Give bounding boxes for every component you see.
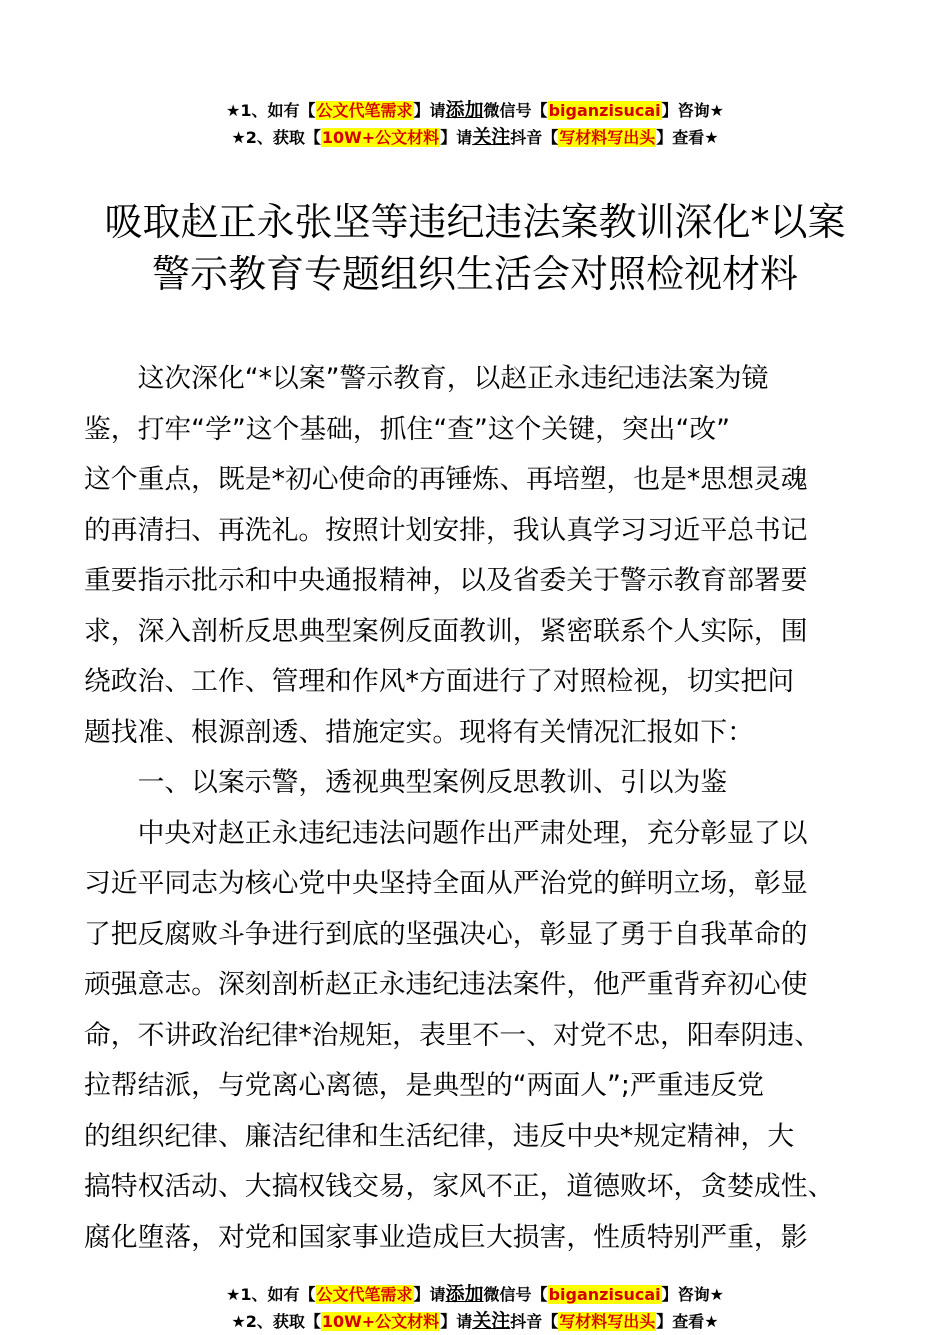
banner-text: 】查看★ [656,1312,719,1331]
body-line: 鉴，打牢“学”这个基础，抓住“查”这个关键，突出“改” [84,413,731,445]
banner-emphasis: 添加 [445,99,484,121]
body-line: 腐化堕落，对党和国家事业造成巨大损害，性质特别严重，影 [84,1221,808,1253]
banner-text: 】请 [413,101,446,120]
highlight-wechat-id: biganzisucai [548,1285,661,1304]
body-line: 这个重点，既是*初心使命的再锤炼、再培塑，也是*思想灵魂 [84,464,808,495]
bottom-banner [0,1281,950,1335]
banner-text: ★2、获取【 [231,128,321,147]
highlight-materials: 10W+公文材料 [321,128,440,147]
banner-text: 微信号【 [483,1285,548,1304]
banner-text: 】请 [413,1285,446,1304]
body-line: 重要指示批示和中央通报精神，以及省委关于警示教育部署要 [84,565,808,596]
banner-text: 】咨询★ [661,1285,724,1304]
highlight-wechat-id: biganzisucai [548,101,661,120]
banner-line-2 [0,1308,950,1335]
section-heading: 一、以案示警，透视典型案例反思教训、引以为鉴 [84,767,728,798]
banner-text: 抖音【 [510,1312,559,1331]
highlight-douyin: 写材料写出头 [559,1312,656,1331]
body-line: 了把反腐败斗争进行到底的坚强决心，彰显了勇于自我革命的 [84,918,808,950]
banner-text: 】请 [440,128,473,147]
body-line: 这次深化“*以案”警示教育，以赵正永违纪违法案为镜 [84,363,769,394]
banner-emphasis: 添加 [445,1283,484,1305]
banner-line-1 [0,97,950,124]
banner-text: 】咨询★ [661,101,724,120]
banner-line-2 [0,124,950,151]
highlight-service: 公文代笔需求 [316,1285,413,1304]
body-line: 题找准、根源剖透、措施定实。现将有关情况汇报如下： [84,716,754,748]
title-line-2: 警示教育专题组织生活会对照检视材料 [151,252,798,296]
banner-emphasis: 关注 [472,126,511,148]
document-title [60,196,890,300]
banner-text: ★1、如有【 [226,101,316,120]
body-line: 的组织纪律、廉洁纪律和生活纪律，违反中央*规定精神，大 [84,1120,795,1152]
body-line: 习近平同志为核心党中央坚持全面从严治党的鲜明立场，彰显 [84,868,808,899]
banner-text: ★2、获取【 [231,1312,321,1331]
body-line: 中央对赵正永违纪违法问题作出严肃处理，充分彰显了以 [84,817,808,849]
banner-text: 抖音【 [510,128,559,147]
body-line: 求，深入剖析反思典型案例反面教训，紧密联系个人实际，围 [84,615,808,647]
banner-text: 】请 [440,1312,473,1331]
body-line: 绕政治、工作、管理和作风*方面进行了对照检视，切实把问 [84,666,795,697]
banner-emphasis: 关注 [472,1310,511,1332]
body-line: 搞特权活动、大搞权钱交易，家风不正，道德败坏，贪婪成性、 [84,1171,835,1202]
highlight-douyin: 写材料写出头 [559,128,656,147]
banner-text: ★1、如有【 [226,1285,316,1304]
body-line: 命，不讲政治纪律*治规矩，表里不一、对党不忠，阳奉阴违、 [84,1019,821,1051]
body-line: 顽强意志。深刻剖析赵正永违纪违法案件，他严重背弃初心使 [84,969,808,1000]
highlight-service: 公文代笔需求 [316,101,413,120]
banner-text: 微信号【 [483,101,548,120]
banner-line-1 [0,1281,950,1308]
body-line: 的再清扫、再洗礼。按照计划安排，我认真学习习近平总书记 [84,514,808,546]
banner-text: 】查看★ [656,128,719,147]
body-line: 拉帮结派，与党离心离德，是典型的“两面人”;严重违反党 [84,1070,764,1101]
title-line-1: 吸取赵正永张坚等违纪违法案教训深化*以案 [104,200,846,244]
highlight-materials: 10W+公文材料 [321,1312,440,1331]
top-banner [0,97,950,151]
document-body [84,354,870,1263]
